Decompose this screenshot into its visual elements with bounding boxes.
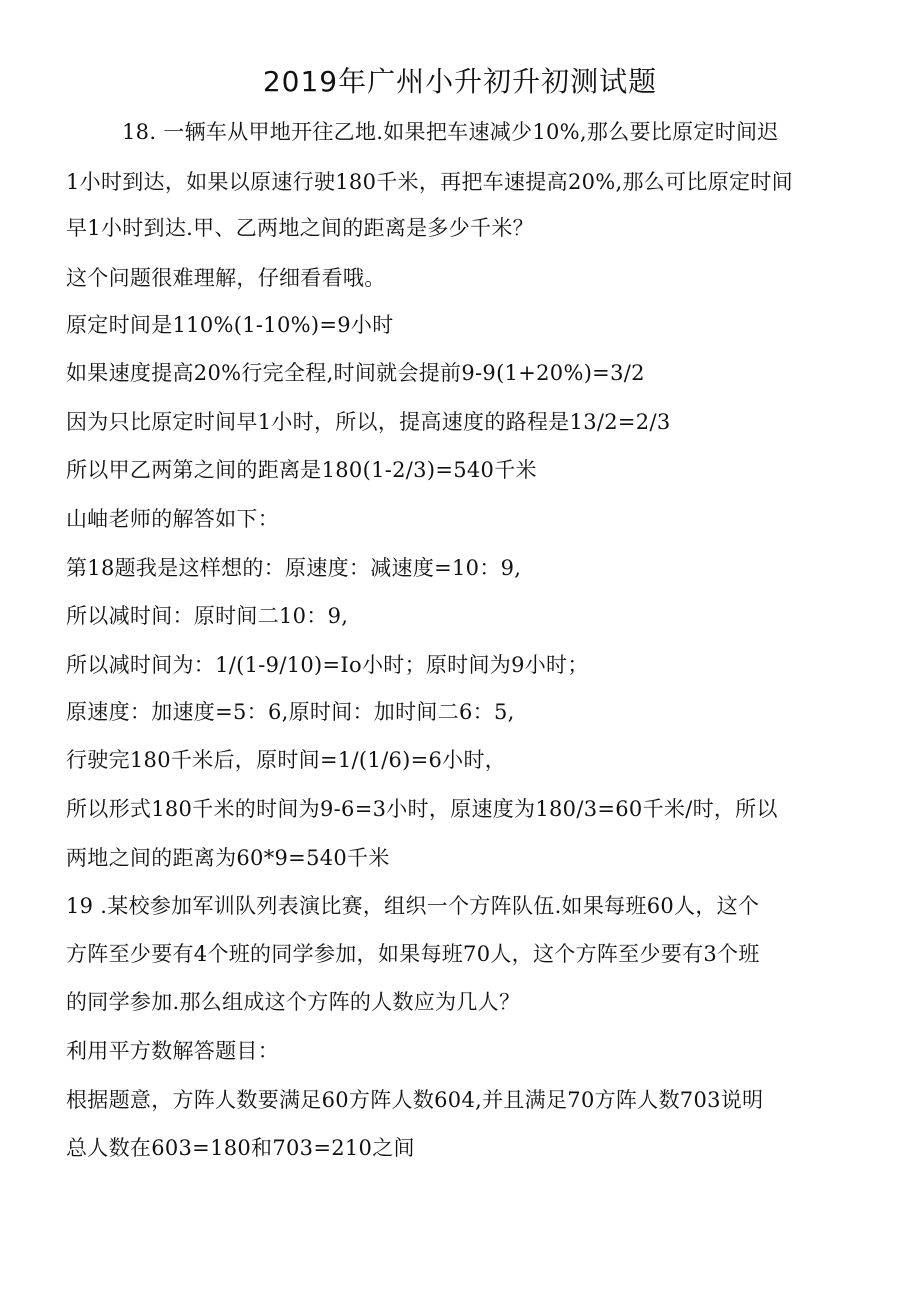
problem-18-line-3: 早1小时到达.甲、乙两地之间的距离是多少千米？ <box>66 216 534 240</box>
teacher-answer-line-7: 两地之间的距离为60*9=540千米 <box>66 846 390 870</box>
problem-18-line-1: 18. 一辆车从甲地开往乙地.如果把车速减少10%,那么要比原定时间迟 <box>122 120 779 144</box>
solution-line-1: 原定时间是110%(1-10%)=9小时 <box>66 313 394 337</box>
solution-line-3: 因为只比原定时间早1小时，所以，提高速度的路程是13/2=2/3 <box>66 410 671 434</box>
teacher-answer-line-5: 行驶完180千米后，原时间=1/(1/6)=6小时， <box>66 748 507 772</box>
teacher-answer-line-3: 所以减时间为：1/(1-9/10)=Io小时；原时间为9小时； <box>66 653 589 677</box>
problem-19-solution-line-2: 总人数在603=180和703=210之间 <box>66 1136 415 1160</box>
teacher-answer-line-1: 第18题我是这样想的：原速度：减速度=10：9, <box>66 556 522 580</box>
document-title: 2019年广州小升初升初测试题 <box>262 65 658 98</box>
teacher-answer-line-4: 原速度：加速度=5：6,原时间：加时间二6：5, <box>66 700 515 724</box>
problem-19-line-1: 19 .某校参加军训队列表演比赛，组织一个方阵队伍.如果每班60人，这个 <box>66 894 760 918</box>
problem-19-solution-heading: 利用平方数解答题目： <box>66 1039 279 1063</box>
solution-line-4: 所以甲乙两第之间的距离是180(1-2/3)=540千米 <box>66 458 537 482</box>
problem-19-solution-line-1: 根据题意，方阵人数要满足60方阵人数604,并且满足70方阵人数703说明 <box>66 1088 764 1112</box>
problem-18-line-2: 1小时到达，如果以原速行驶180千米，再把车速提高20%,那么可比原定时间 <box>66 170 793 194</box>
solution-line-2: 如果速度提高20%行完全程,时间就会提前9-9(1+20%)=3/2 <box>66 361 645 385</box>
problem-19-line-2: 方阵至少要有4个班的同学参加，如果每班70人，这个方阵至少要有3个班 <box>66 942 760 966</box>
teacher-answer-heading: 山岫老师的解答如下： <box>66 507 279 531</box>
teacher-answer-line-2: 所以减时间：原时间二10：9, <box>66 604 349 628</box>
solution-intro: 这个问题很难理解，仔细看看哦。 <box>66 266 386 290</box>
teacher-answer-line-6: 所以形式180千米的时间为9-6=3小时，原速度为180/3=60千米/时，所以 <box>66 797 778 821</box>
problem-19-line-3: 的同学参加.那么组成这个方阵的人数应为几人？ <box>66 990 521 1014</box>
